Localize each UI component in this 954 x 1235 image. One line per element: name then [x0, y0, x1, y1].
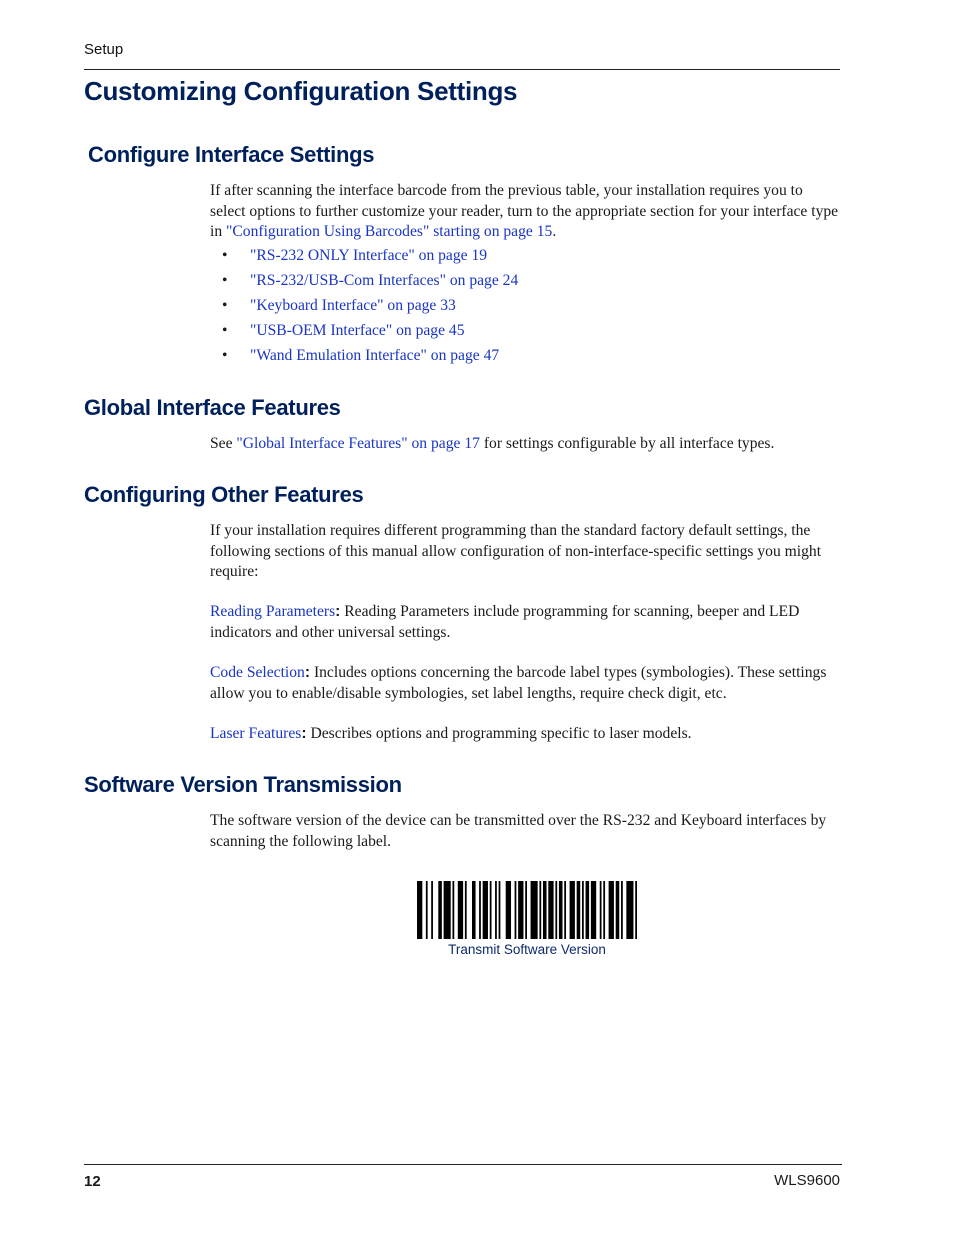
barcode-bar — [626, 881, 633, 939]
link-laser-features[interactable]: Laser Features — [210, 725, 302, 742]
link-reading-parameters[interactable]: Reading Parameters — [210, 603, 336, 620]
barcode-bar — [555, 881, 557, 939]
global-text-before: See — [210, 435, 237, 452]
barcode-bar — [616, 881, 620, 939]
barcode-bar — [479, 881, 481, 939]
barcode-bar — [564, 881, 566, 939]
barcode-transmit-software-version — [416, 880, 638, 940]
product-model: WLS9600 — [774, 1172, 840, 1189]
list-item — [222, 346, 518, 371]
barcode-bar — [582, 881, 584, 939]
list-item — [222, 271, 518, 296]
reading-parameters-paragraph — [210, 602, 842, 643]
barcode-bar — [506, 881, 511, 939]
code-selection-text: Includes options concerning the barcode label types (symbologies). These settings allow you to enable/disable symbologies, set label lengths, require check digit, etc. — [210, 664, 827, 702]
barcode-bar — [539, 881, 541, 939]
barcode-bar — [570, 881, 575, 939]
barcode-bar — [548, 881, 553, 939]
list-item — [222, 296, 518, 321]
link-keyboard-interface[interactable]: "Keyboard Interface" on page 33 — [250, 297, 456, 314]
heading-configuring-other: Configuring Other Features — [84, 482, 364, 507]
barcode-bar — [600, 881, 602, 939]
barcode-bar — [444, 881, 451, 939]
barcode-bar — [465, 881, 467, 939]
global-text-after: for settings configurable by all interface types. — [479, 435, 775, 452]
bullet-icon: • — [222, 247, 228, 264]
link-global-interface-features[interactable]: "Global Interface Features" on page 17 — [236, 435, 480, 452]
barcode-bar — [518, 881, 523, 939]
colon-separator: : — [335, 603, 341, 620]
barcode-bar — [609, 881, 614, 939]
barcode-bar — [452, 881, 454, 939]
barcode-bar — [586, 881, 590, 939]
list-item — [222, 246, 518, 271]
laser-features-paragraph — [210, 724, 842, 745]
colon-separator: : — [304, 664, 311, 681]
bullet-icon: • — [222, 322, 228, 339]
barcode-bar — [635, 881, 637, 939]
barcode-bar — [431, 881, 433, 939]
barcode-bar — [426, 881, 428, 939]
software-paragraph: The software version of the device can be transmitted over the RS-232 and Keyboard interfaces by scanning the following label. — [210, 812, 827, 850]
barcode-bar — [458, 881, 463, 939]
header-rule — [84, 69, 840, 70]
barcode-bar — [499, 881, 501, 939]
barcode-bar — [438, 881, 442, 939]
other-intro-paragraph: If your installation requires different programming than the standard factory default settings, the following sections of this manual allow configuration of non-interface-specific settings you might require: — [210, 522, 822, 580]
global-paragraph — [210, 434, 842, 455]
link-rs232-usb-com[interactable]: "RS-232/USB-Com Interfaces" on page 24 — [250, 272, 519, 289]
barcode-bar — [490, 881, 492, 939]
interface-intro-text: If after scanning the interface barcode from the previous table, your installation requires you to select options to further customize your reader, turn to the appropriate section for your interface type in — [210, 182, 839, 240]
heading-configure-interface: Configure Interface Settings — [88, 142, 375, 167]
barcode-bar — [603, 881, 605, 939]
barcode-image — [416, 880, 638, 940]
barcode-bar — [495, 881, 497, 939]
laser-features-text: Describes options and programming specific to laser models. — [306, 725, 692, 742]
barcode-bar — [559, 881, 563, 939]
running-header: Setup — [84, 41, 124, 58]
bullet-icon: • — [222, 297, 228, 314]
interface-intro-period: . — [552, 223, 557, 240]
bullet-icon: • — [222, 347, 228, 364]
barcode-bar — [621, 881, 623, 939]
link-wand-emulation[interactable]: "Wand Emulation Interface" on page 47 — [250, 347, 500, 364]
footer-rule — [84, 1164, 842, 1165]
interface-link-list — [222, 246, 518, 371]
list-item — [222, 321, 518, 346]
heading-global-interface: Global Interface Features — [84, 395, 341, 420]
barcode-bar — [515, 881, 517, 939]
barcode-bar — [531, 881, 538, 939]
link-usb-oem-interface[interactable]: "USB-OEM Interface" on page 45 — [250, 322, 465, 339]
page-number: 12 — [84, 1173, 101, 1190]
barcode-bar — [577, 881, 581, 939]
link-code-selection[interactable]: Code Selection — [210, 664, 305, 681]
barcode-caption: Transmit Software Version — [448, 942, 606, 957]
bullet-icon: • — [222, 272, 228, 289]
barcode-bar — [417, 881, 422, 939]
barcode-bar — [543, 881, 547, 939]
interface-intro-paragraph — [210, 181, 842, 243]
colon-separator: : — [301, 725, 307, 742]
link-rs232-only[interactable]: "RS-232 ONLY Interface" on page 19 — [250, 247, 488, 264]
barcode-bar — [591, 881, 596, 939]
reading-parameters-text: Reading Parameters include programming for scanning, beeper and LED indicators and other universal settings. — [210, 603, 800, 641]
barcode-bar — [483, 881, 488, 939]
page-title: Customizing Configuration Settings — [84, 76, 518, 106]
heading-software-version: Software Version Transmission — [84, 772, 402, 797]
barcode-bar — [472, 881, 476, 939]
code-selection-paragraph — [210, 663, 842, 704]
barcode-bar — [525, 881, 527, 939]
link-configuration-using-barcodes[interactable]: "Configuration Using Barcodes" starting on page 15 — [226, 223, 553, 240]
